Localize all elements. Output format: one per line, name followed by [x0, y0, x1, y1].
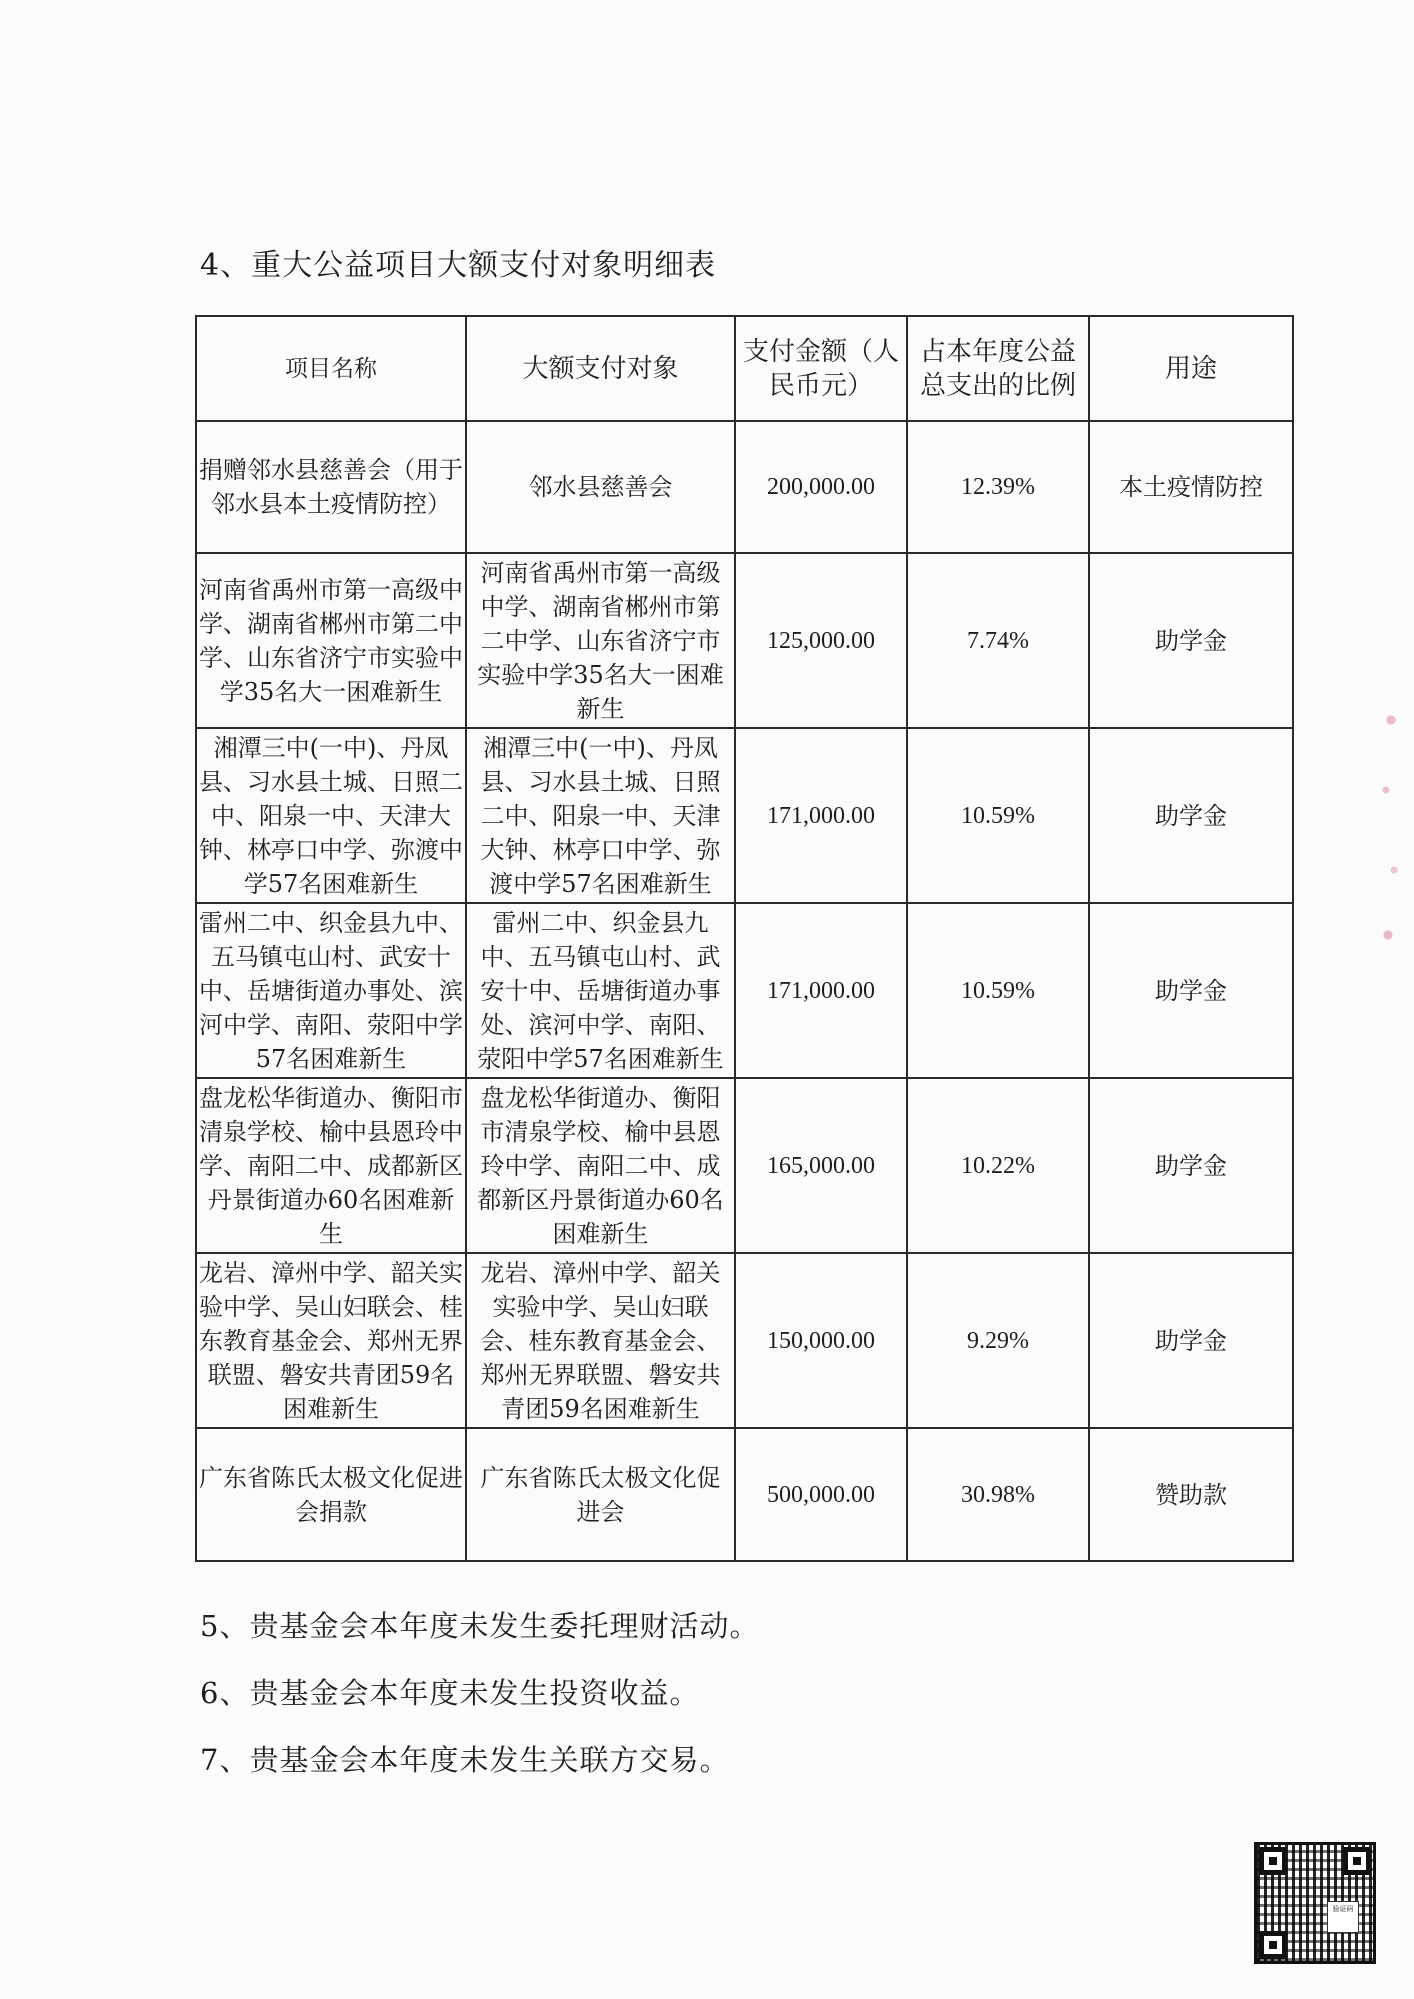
- table-header-row: [196, 316, 1293, 421]
- cell-project-name: 雷州二中、织金县九中、五马镇屯山村、武安十中、岳塘街道办事处、滨河中学、南阳、荥阳中学57名困难新生: [196, 903, 466, 1078]
- cell-project-name: 河南省禹州市第一高级中学、湖南省郴州市第二中学、山东省济宁市实验中学35名大一困难新生: [196, 553, 466, 728]
- note-investment-income: 6、贵基金会本年度未发生投资收益。: [200, 1676, 700, 1710]
- notes-section: [200, 1606, 759, 1807]
- cell-amount: 150,000.00: [735, 1253, 907, 1428]
- table-row: [196, 1253, 1293, 1428]
- qr-finder-icon: [1343, 1847, 1371, 1875]
- cell-amount: 171,000.00: [735, 903, 907, 1078]
- cell-ratio: 10.22%: [907, 1078, 1089, 1253]
- cell-payee: 盘龙松华街道办、衡阳市清泉学校、榆中县恩玲中学、南阳二中、成都新区丹景街道办60名困难新生: [466, 1078, 735, 1253]
- header-amount: 支付金额（人民币元）: [735, 316, 907, 421]
- section-title: 4、重大公益项目大额支付对象明细表: [200, 248, 717, 283]
- cell-purpose: 助学金: [1089, 903, 1293, 1078]
- cell-amount: 125,000.00: [735, 553, 907, 728]
- cell-project-name: 广东省陈氏太极文化促进会捐款: [196, 1428, 466, 1561]
- cell-ratio: 9.29%: [907, 1253, 1089, 1428]
- cell-payee: 邻水县慈善会: [466, 421, 735, 553]
- cell-purpose: 助学金: [1089, 1078, 1293, 1253]
- cell-amount: 165,000.00: [735, 1078, 907, 1253]
- cell-project-name: 盘龙松华街道办、衡阳市清泉学校、榆中县恩玲中学、南阳二中、成都新区丹景街道办60名困难新生: [196, 1078, 466, 1253]
- cell-purpose: 助学金: [1089, 553, 1293, 728]
- cell-project-name: 捐赠邻水县慈善会（用于邻水县本土疫情防控）: [196, 421, 466, 553]
- table-row: [196, 553, 1293, 728]
- cell-payee: 湘潭三中(一中)、丹凤县、习水县土城、日照二中、阳泉一中、天津大钟、林亭口中学、弥渡中学57名困难新生: [466, 728, 735, 903]
- header-project-name: 项目名称: [196, 316, 466, 421]
- table-row: [196, 903, 1293, 1078]
- cell-payee: 河南省禹州市第一高级中学、湖南省郴州市第二中学、山东省济宁市实验中学35名大一困难新生: [466, 553, 735, 728]
- cell-project-name: 湘潭三中(一中)、丹凤县、习水县土城、日照二中、阳泉一中、天津大钟、林亭口中学、弥渡中学57名困难新生: [196, 728, 466, 903]
- qr-badge: 验证码: [1327, 1901, 1359, 1933]
- note-entrusted-finance: 5、贵基金会本年度未发生委托理财活动。: [200, 1609, 760, 1643]
- cell-ratio: 7.74%: [907, 553, 1089, 728]
- table-row: [196, 1078, 1293, 1253]
- table-row: [196, 728, 1293, 903]
- cell-purpose: 本土疫情防控: [1089, 421, 1293, 553]
- header-purpose: 用途: [1089, 316, 1293, 421]
- cell-ratio: 10.59%: [907, 728, 1089, 903]
- cell-amount: 200,000.00: [735, 421, 907, 553]
- cell-payee: 广东省陈氏太极文化促进会: [466, 1428, 735, 1561]
- cell-ratio: 12.39%: [907, 421, 1089, 553]
- cell-ratio: 10.59%: [907, 903, 1089, 1078]
- note-related-party: 7、贵基金会本年度未发生关联方交易。: [200, 1743, 730, 1777]
- cell-payee: 龙岩、漳州中学、韶关实验中学、吴山妇联会、桂东教育基金会、郑州无界联盟、磐安共青团59名困难新生: [466, 1253, 735, 1428]
- payment-detail-table: [195, 315, 1294, 1562]
- cell-ratio: 30.98%: [907, 1428, 1089, 1561]
- cell-amount: 171,000.00: [735, 728, 907, 903]
- cell-purpose: 助学金: [1089, 1253, 1293, 1428]
- cell-project-name: 龙岩、漳州中学、韶关实验中学、吴山妇联会、桂东教育基金会、郑州无界联盟、磐安共青团59名困难新生: [196, 1253, 466, 1428]
- cell-payee: 雷州二中、织金县九中、五马镇屯山村、武安十中、岳塘街道办事处、滨河中学、南阳、荥阳中学57名困难新生: [466, 903, 735, 1078]
- verification-qr-code: [1254, 1842, 1376, 1964]
- cell-amount: 500,000.00: [735, 1428, 907, 1561]
- cell-purpose: 赞助款: [1089, 1428, 1293, 1561]
- seal-stamp-edge: [1376, 700, 1406, 960]
- header-ratio: 占本年度公益总支出的比例: [907, 316, 1089, 421]
- cell-purpose: 助学金: [1089, 728, 1293, 903]
- table-row: [196, 421, 1293, 553]
- table-row: [196, 1428, 1293, 1561]
- header-payee: 大额支付对象: [466, 316, 735, 421]
- qr-finder-icon: [1259, 1931, 1287, 1959]
- qr-finder-icon: [1259, 1847, 1287, 1875]
